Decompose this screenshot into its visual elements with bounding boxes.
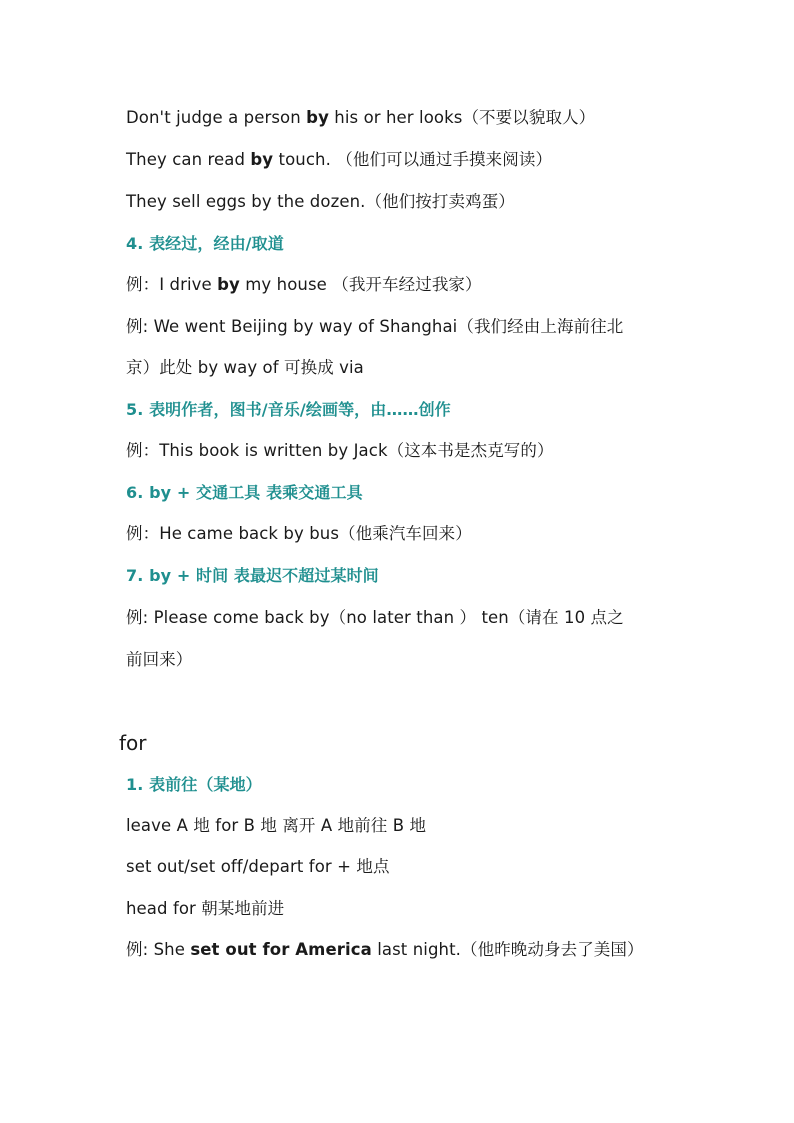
bold-keyword: by (306, 108, 329, 127)
text-segment: last night.（他昨晚动身去了美国） (371, 940, 644, 959)
example-sentence-looks (126, 108, 595, 128)
text-segment: touch. （他们可以通过手摸来阅读） (273, 150, 553, 169)
example-sentence-ten: 例: Please come back by（no later than ） ten（请在 10 点之 (126, 608, 624, 627)
text-segment: his or her looks（不要以貌取人） (328, 108, 596, 127)
phrase-head-for: head for 朝某地前进 (126, 899, 285, 918)
text-segment: They can read (126, 150, 251, 169)
text-segment: 例：I drive (126, 275, 218, 294)
bold-keyword: by (217, 275, 240, 294)
phrase-leave-for: leave A 地 for B 地 离开 A 地前往 B 地 (126, 816, 427, 835)
text-segment: Don't judge a person (126, 108, 307, 127)
example-sentence-jack: 例：This book is written by Jack（这本书是杰克写的） (126, 441, 554, 460)
example-sentence-dozen: They sell eggs by the dozen.（他们按打卖鸡蛋） (126, 192, 515, 211)
example-sentence-ten-cont: 前回来） (126, 650, 193, 669)
text-segment: my house （我开车经过我家） (239, 275, 482, 294)
phrase-set-out-for: set out/set off/depart for + 地点 (126, 857, 390, 876)
heading-for-destination: 1. 表前往（某地） (126, 775, 262, 794)
section-title-for: for (119, 731, 147, 755)
example-sentence-touch (126, 150, 552, 170)
bold-phrase: set out for America (190, 940, 372, 959)
heading-by-time: 7. by + 时间 表最迟不超过某时间 (126, 566, 379, 585)
heading-by-author: 5. 表明作者，图书/音乐/绘画等，由……创作 (126, 400, 451, 419)
example-note-via: 京）此处 by way of 可换成 via (126, 358, 364, 377)
example-sentence-america (126, 940, 644, 960)
bold-keyword: by (250, 150, 274, 169)
example-sentence-shanghai: 例: We went Beijing by way of Shanghai（我们经由上海前往北 (126, 317, 624, 336)
example-sentence-drive (126, 275, 482, 295)
heading-by-transport: 6. by + 交通工具 表乘交通工具 (126, 483, 363, 502)
example-sentence-bus: 例：He came back by bus（他乘汽车回来） (126, 524, 472, 543)
text-segment: 例: She (126, 940, 191, 959)
heading-by-route: 4. 表经过，经由/取道 (126, 234, 284, 253)
